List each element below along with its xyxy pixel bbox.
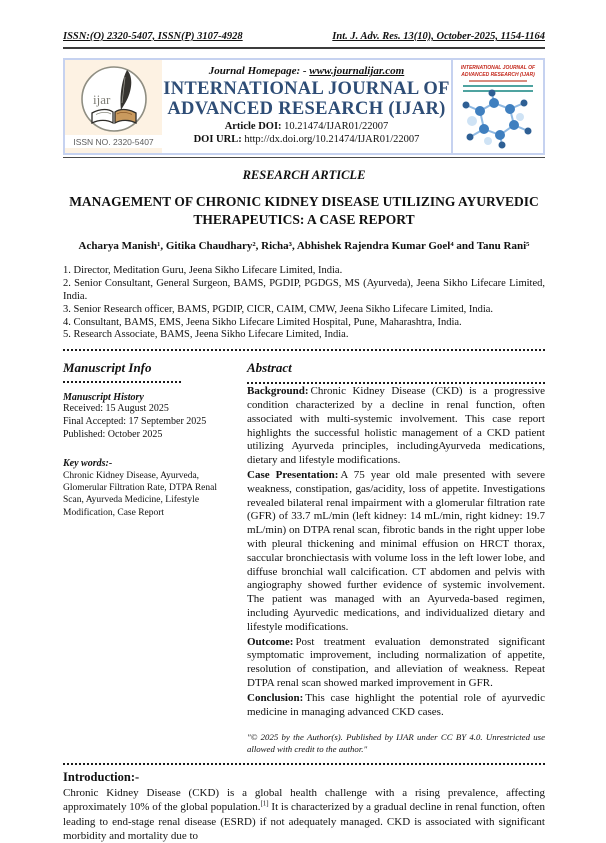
abstract-section-label: Conclusion: — [247, 691, 304, 704]
ijar-logo-emblem — [78, 63, 150, 135]
cover-title-line1: INTERNATIONAL JOURNAL OF — [460, 65, 536, 71]
info-abstract-columns — [63, 360, 545, 756]
ijar-logo — [78, 63, 150, 135]
affiliation-item: 2. Senior Consultant, General Surgeon, BAMS, PGDIP, PGDGS, MS (Ayurveda), Jeena Sikho Lifecare Limited, India. — [63, 278, 545, 303]
issn-numbers: ISSN:(O) 2320-5407, ISSN(P) 3107-4928 — [63, 31, 243, 42]
affiliation-item: 5. Research Associate, BAMS, Jeena Sikho Lifecare Limited, India. — [63, 329, 349, 341]
manuscript-info-heading: Manuscript Info — [63, 360, 152, 376]
journal-title — [162, 80, 451, 120]
abstract-section-text: Chronic Kidney Disease (CKD) is a progressive condition characterized by a decline in renal function, often associated with multi-systemic involvement. This case report highlights the successful holistic management of a CKD patient utilizing Ayurveda principles, includingAyurveda medications, dietary and lifestyle modifications. — [247, 385, 545, 467]
abstract-section-text: This case highlight the potential role of ayurvedic medicine in managing advanced CKD cases. — [247, 691, 545, 718]
dotted-separator — [63, 763, 545, 765]
cover-title-line2: ADVANCED RESEARCH (IJAR) — [461, 71, 535, 78]
citation-superscript: [1] — [260, 799, 269, 808]
abstract-column — [247, 360, 545, 756]
introduction-paragraph — [63, 786, 545, 843]
abstract-conclusion-paragraph — [247, 692, 545, 720]
article-type-label: RESEARCH ARTICLE — [242, 168, 366, 182]
journal-title-line1: INTERNATIONAL JOURNAL OF — [163, 79, 450, 99]
doi-url-link[interactable]: http://dx.doi.org/10.21474/IJAR01/22007 — [244, 134, 420, 146]
dotted-separator — [63, 349, 545, 351]
header-bottom-rule — [63, 157, 545, 158]
citation-reference: Int. J. Adv. Res. 13(10), October-2025, 1154-1164 — [332, 31, 545, 42]
introduction-text: It is characterized by a gradual decline in renal function, often leading to end-stage renal disease (ESRD) if not adequately managed. CKD is associated with significant morbidity and mortality due to — [63, 801, 545, 842]
introduction-text: Chronic Kidney Disease (CKD) is a global health challenge with a rising prevalence, affecting approximately 10% of the global population. — [63, 787, 545, 814]
doi-url-label: DOI URL: — [193, 134, 242, 146]
introduction-heading: Introduction:- — [63, 770, 140, 785]
article-doi-label: Article DOI: — [224, 120, 282, 132]
article-doi-value: 10.21474/IJAR01/22007 — [284, 120, 389, 132]
abstract-section-label: Background: — [247, 385, 309, 398]
journal-cover-thumbnail — [451, 60, 543, 153]
journal-title-line2: ADVANCED RESEARCH (IJAR) — [167, 98, 446, 119]
logo-issn-number: ISSN NO. 2320-5407 — [65, 135, 162, 148]
paper-title-line2: THERAPEUTICS: A CASE REPORT — [193, 212, 415, 228]
affiliation-item: 1. Director, Meditation Guru, Jeena Sikho Lifecare Limited, India. — [63, 265, 343, 277]
journal-header-box — [63, 58, 545, 155]
keywords-text: Chronic Kidney Disease, Ayurveda, Glomerular Filtration Rate, DTPA Renal Scan, Ayurveda Medicine, Lifestyle Modification, Case Report — [63, 470, 218, 518]
abstract-section-text: A 75 year old male presented with severe weakness, constipation, gas/acidity, loss of appetite. Investigations revealed bilateral renal impairment with a glomerular filtration rate (GFR) of 33.7 mL/min (left kidney: 14 mL/min, right kidney: 19.7 mL/min) on DTPA renal scan, fibrotic bands in the right upper lobe with pleural thickening and minimal effusion on HRCT thorax, saccular bronchiectasis with volume loss in the left lower lobe, and diffuse bronchial wall calcification. CT abdomen and pelvis with angiography showed further evidence of systemic involvement. The patient was managed with an Ayurveda-based regimen, including Ayurvedic medications, and individualized dietary and lifestyle modifications. — [247, 469, 545, 633]
homepage-label: Journal Homepage: - — [208, 65, 307, 77]
doi-url-line — [162, 133, 451, 146]
manuscript-history-heading: Manuscript History — [63, 392, 144, 404]
molecule-icon — [458, 93, 538, 145]
dotted-separator — [63, 381, 181, 383]
final-accepted-date: Final Accepted: 17 September 2025 — [63, 416, 207, 428]
journal-header-center — [162, 60, 451, 153]
abstract-section-text: Post treatment evaluation demonstrated significant symptomatic improvement, including normalization of appetite, resolution of constipation, and alleviation of weakness. Repeat DTPA renal scan showed marked improvement in GFR. — [247, 635, 545, 689]
author-list: Acharya Manish¹, Gitika Chaudhary², Richa³, Abhishek Rajendra Kumar Goel⁴ and Tanu Rani⁵ — [78, 240, 530, 253]
paper-title-line1: MANAGEMENT OF CHRONIC KIDNEY DISEASE UTILIZING AYURVEDIC — [69, 194, 539, 209]
abstract-outcome-paragraph — [247, 636, 545, 691]
paper-title — [63, 193, 545, 229]
affiliation-item: 3. Senior Research officer, BAMS, PGDIP, CICR, CAIM, CMW, Jeena Sikho Lifecare Limited, India. — [63, 303, 494, 315]
cover-text-bar-1 — [463, 85, 534, 87]
copyright-notice: "© 2025 by the Author(s). Published by IJAR under CC BY 4.0. Unrestricted use allowed with credit to the author." — [247, 732, 545, 755]
cover-subtitle-bar — [469, 80, 528, 82]
abstract-heading: Abstract — [247, 360, 292, 376]
abstract-case-presentation-paragraph — [247, 469, 545, 635]
svg-text:ijar: ijar — [92, 92, 110, 107]
homepage-link[interactable]: www.journalijar.com — [309, 65, 405, 77]
ijar-logo-panel — [65, 60, 162, 153]
received-date: Received: 15 August 2025 — [63, 403, 169, 415]
dotted-separator — [247, 382, 545, 384]
cover-title — [461, 65, 535, 78]
affiliation-list — [63, 265, 545, 342]
article-doi-line — [162, 120, 451, 133]
keywords-heading: Key words:- — [63, 457, 113, 469]
affiliation-item: 4. Consultant, BAMS, EMS, Jeena Sikho Lifecare Limited Hospital, Pune, Maharashtra, India. — [63, 316, 462, 328]
abstract-section-label: Case Presentation: — [247, 469, 339, 481]
abstract-background-paragraph — [247, 385, 545, 468]
masthead-rule — [63, 47, 545, 49]
journal-homepage-line — [162, 65, 451, 77]
cover-text-bar-2 — [463, 90, 534, 92]
masthead — [63, 31, 545, 42]
published-date: Published: October 2025 — [63, 428, 163, 440]
manuscript-info-column — [63, 360, 233, 756]
abstract-section-label: Outcome: — [247, 635, 294, 648]
